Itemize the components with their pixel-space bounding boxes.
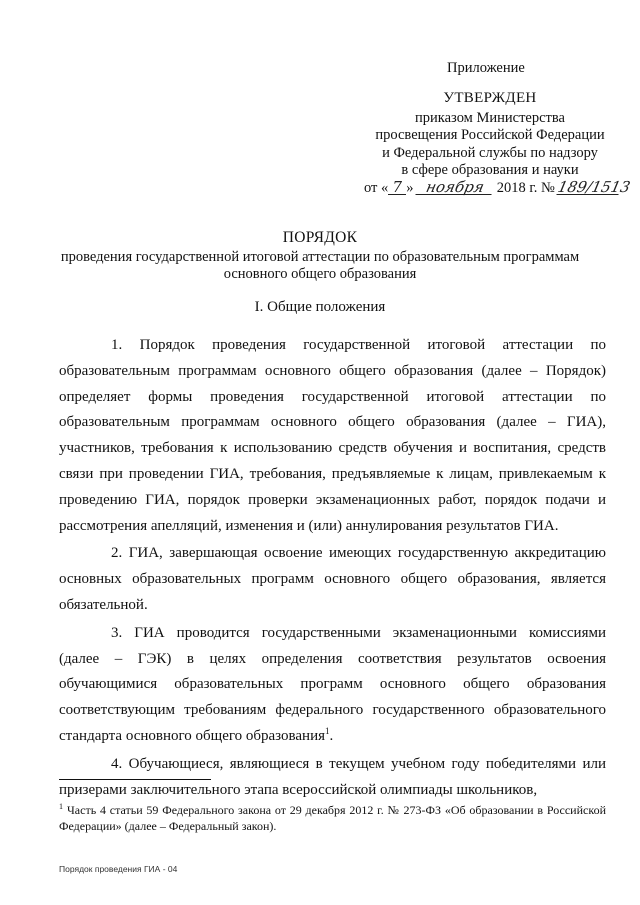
order-date-line [364, 177, 633, 198]
section-title: I. Общие положения [254, 299, 386, 315]
date-month-handwritten: ноября [416, 180, 495, 195]
order-line: в сфере образования и науки [401, 162, 579, 178]
approval-block [364, 90, 633, 197]
order-line: просвещения Российской Федерации [375, 127, 605, 143]
document-title: ПОРЯДОК [282, 229, 358, 246]
document-subtitle: проведения государственной итоговой аттестации по образовательным программам [60, 248, 580, 265]
order-line: и Федеральной службы по надзору [382, 144, 598, 161]
footnote-ref[interactable]: 1 [325, 725, 330, 736]
paragraph: 4. Обучающиеся, являющиеся в текущем учебном году победителями или призерами заключительного этапа всероссийской олимпиады школьников, [59, 755, 606, 798]
date-day-handwritten: 7 [388, 180, 406, 195]
footnote-divider [59, 779, 211, 780]
appendix-label: Приложение [447, 60, 525, 76]
document-subtitle: основного общего образования [223, 266, 417, 282]
date-mid: » [406, 179, 414, 196]
document-title-block [40, 229, 600, 284]
paragraph: 2. ГИА, завершающая освоение имеющих государственную аккредитацию основных образовательных программ основного общего образования, является обязательной. [59, 545, 606, 613]
date-prefix: от « [364, 179, 389, 196]
page-footer: Порядок проведения ГИА - 04 [59, 864, 178, 874]
body-text [59, 333, 606, 803]
footnote-text: Часть 4 статьи 59 Федерального закона от 29 декабря 2012 г. № 273-ФЗ «Об образовании в Российской Федерации» (далее – Федеральный закон). [59, 803, 606, 833]
date-year: 2018 г. № [496, 179, 555, 196]
approved-heading: УТВЕРЖДЕН [443, 90, 537, 106]
footnote-marker: 1 [59, 802, 63, 811]
footnote [59, 802, 606, 834]
order-number-handwritten: 189/1513 [556, 177, 633, 196]
paragraph: 1. Порядок проведения государственной итоговой аттестации по образовательным программам основного общего образования (далее – Порядок) определяет формы проведения государственной итоговой аттестации по образовательным программам основного общего образования (далее – ГИА), участников, требования к использованию средств обучения и воспитания, средств связи при проведении ГИА, требования, предъявляемые к лицам, привлекаемым к проведению ГИА, порядок проверки экзаменационных работ, порядок подачи и рассмотрения апелляций, изменения и (или) аннулирования результатов ГИА. [59, 337, 606, 534]
paragraph: 3. ГИА проводится государственными экзаменационными комиссиями (далее – ГЭК) в целях определения соответствия результатов освоения обучающимися образовательных программ основного общего образования соответствующим требованиям федерального государственного образовательного стандарта основного общего образования$^1$. [59, 624, 606, 744]
order-line: приказом Министерства [415, 109, 565, 126]
